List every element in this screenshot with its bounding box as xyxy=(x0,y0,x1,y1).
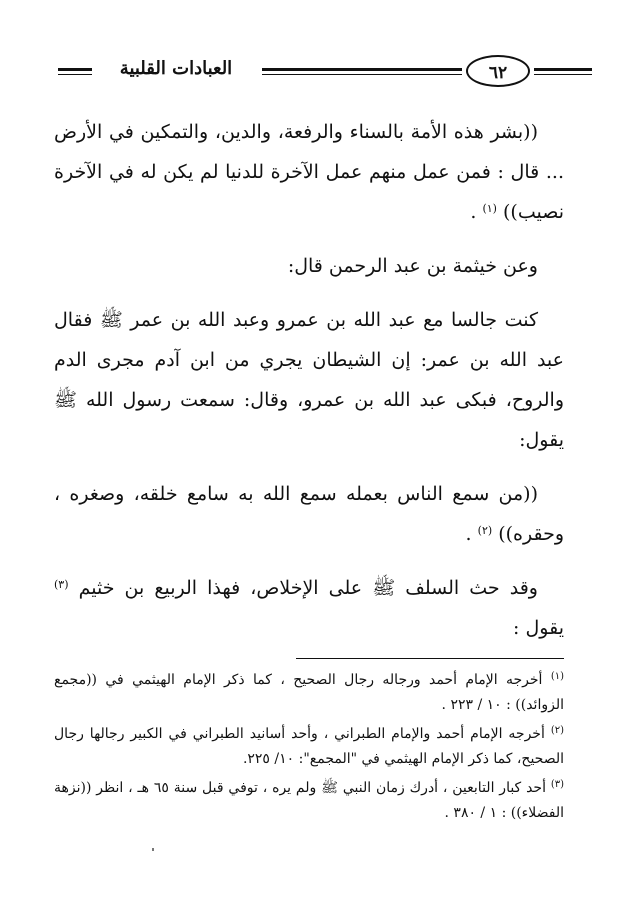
footnote-separator xyxy=(296,658,564,659)
footnote-1: $^{(١)}$ أخرجه الإمام أحمد ورجاله رجال الصحيح ، كما ذكر الإمام الهيثمي في ((مجمع الزوائد)) : ١٠ / ٢٢٣ . xyxy=(54,671,564,713)
footnotes xyxy=(54,668,564,830)
footnote-ref-3: (٣) xyxy=(54,578,69,591)
header-rule-middle xyxy=(262,68,462,77)
footnote-2: $^{(٢)}$ أخرجه الإمام أحمد والإمام الطبراني ، وأحد أسانيد الطبراني في الكبير رجالها رجال الصحيح، كما ذكر الإمام الهيثمي في "المجمع": ١٠/ ٢٢٥. xyxy=(54,725,565,767)
footnote-ref-1: (١) xyxy=(482,202,497,215)
header-rule-left xyxy=(58,68,92,77)
paragraph-khaythama: وعن خيثمة بن عبد الرحمن قال: xyxy=(287,255,538,277)
footnote-ref-2: (٢) xyxy=(477,524,493,537)
running-title: العبادات القلبية xyxy=(119,58,233,79)
page-header xyxy=(40,50,596,90)
page-number-badge: ٦٢ xyxy=(466,55,530,87)
main-text xyxy=(54,112,564,662)
paragraph-hadith-1: ((بشر هذه الأمة بالسناء والرفعة، والدين، والتمكين في الأرض ... قال : فمن عمل منهم عمل الآخرة للدنيا لم يكن له في الآخرة نصيب)) $^{(١)}$ . xyxy=(54,121,564,223)
paragraph-salaf: وقد حث السلف ﷺ على الإخلاص، فهذا الربيع بن خثيم $^{(٣)}$ يقول : xyxy=(54,577,564,639)
paragraph-narration: كنت جالسا مع عبد الله بن عمرو وعبد الله بن عمر ﷺ فقال عبد الله بن عمر: إن الشيطان يجري من ابن آدم مجرى الدم والروح، فبكى عبد الله بن عمرو، وقال: سمعت رسول الله ﷺ يقول: xyxy=(54,309,564,451)
header-rule-right xyxy=(534,68,592,77)
paragraph-hadith-2: ((من سمع الناس بعمله سمع الله به سامع خلقه، وصغره ، وحقره)) $^{(٢)}$ . xyxy=(54,483,564,545)
footnote-number: (٣) xyxy=(550,779,565,790)
footnote-3: $^{(٣)}$ أحد كبار التابعين ، أدرك زمان النبي ﷺ ولم يره ، توفي قبل سنة ٦٥ هـ ، انظر ((نزهة الفضلاء)) : ١ / ٣٨٠ . xyxy=(54,779,565,821)
footnote-number: (٢) xyxy=(550,725,565,736)
scan-speck xyxy=(152,848,154,851)
footnote-number: (١) xyxy=(550,671,564,682)
